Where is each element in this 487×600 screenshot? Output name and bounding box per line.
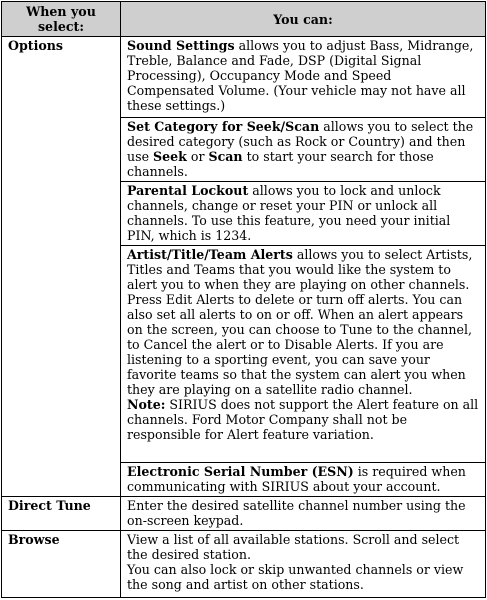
desc-esn: is required when communicating with SIRIUS about your account. [127, 464, 466, 494]
term-parental-lockout: Parental Lockout [127, 183, 249, 199]
desc-sound-settings: allows you to adjust Bass, Midrange, Treble, Balance and Fade, DSP (Digital Signal Processing), Occupancy Mode and Speed Compensated Volume. (Your vehicle may not have all these settings.) [127, 38, 474, 113]
desc-browse-2: You can also lock or skip unwanted channels or view the song and artist on other stations. [127, 562, 464, 593]
desc-alerts: allows you to select Artists, Titles and Teams that you would like the system to alert you to when they are playing on other channels. Press Edit Alerts to delete or turn off alerts. You can also set all alerts to on or off. When an alert appears on the screen, you can choose to Tune to the channel, to Cancel the alert or to Disable Alerts. If you are listening to a sporting event, you can save your favorite teams so that the system can alert you when they are playing on a satellite radio channel. [127, 247, 473, 398]
satellite-radio-menu-table [1, 1, 486, 598]
table-header-row [2, 2, 486, 37]
alerts-note [127, 397, 479, 442]
cell-parental-lockout [121, 182, 486, 246]
cell-sound-settings [121, 37, 486, 118]
term-sound-settings: Sound Settings [127, 38, 235, 53]
header-when-you-select: When you select: [2, 2, 121, 37]
desc-set-category-2: to start your search for those channels. [127, 148, 434, 179]
table-row [2, 37, 486, 118]
desc-set-category-or: or [186, 148, 209, 164]
term-seek: Seek [153, 148, 187, 164]
manual-page [1, 1, 485, 598]
note-label: Note: [127, 397, 166, 413]
row-label-direct-tune: Direct Tune [2, 497, 121, 531]
row-label-browse: Browse [2, 531, 121, 598]
table-row [2, 531, 486, 598]
desc-browse-1: View a list of all available stations. Scroll and select the desired station. [127, 532, 460, 563]
term-alerts: Artist/Title/Team Alerts [127, 247, 293, 263]
cell-browse [121, 531, 486, 598]
table-row [2, 497, 486, 531]
header-you-can: You can: [121, 2, 486, 37]
desc-set-category-1: allows you to select the desired category (such as Rock or Country) and then use [127, 118, 474, 164]
cell-artist-title-team-alerts [121, 246, 486, 463]
term-scan: Scan [208, 148, 243, 164]
note-text: SIRIUS does not support the Alert feature on all channels. Ford Motor Company shall not be responsible for Alert feature variation. [127, 397, 479, 443]
term-esn: Electronic Serial Number (ESN) [127, 464, 354, 479]
cell-esn [121, 463, 486, 497]
row-label-options: Options [2, 37, 121, 497]
cell-set-category [121, 117, 486, 181]
desc-parental-lockout: allows you to lock and unlock channels, change or reset your PIN or unlock all channels. To use this feature, you need your initial PIN, which is 1234. [127, 183, 451, 244]
desc-direct-tune: Enter the desired satellite channel number using the on-screen keypad. [121, 497, 486, 531]
term-set-category: Set Category for Seek/Scan [127, 118, 320, 134]
